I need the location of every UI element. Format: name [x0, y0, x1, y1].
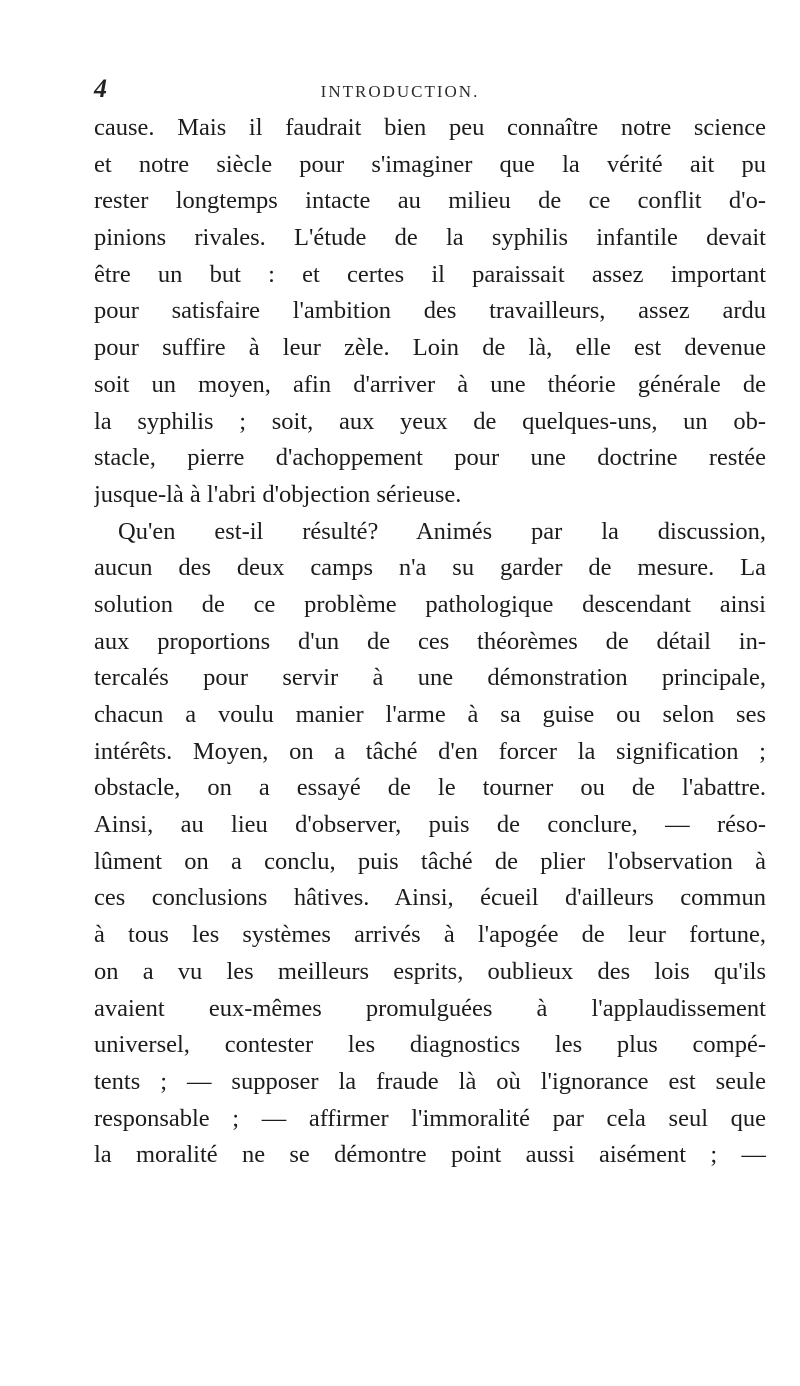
running-head: [0, 74, 800, 114]
text-line: tercalés pour servir à une démonstration principale,: [94, 664, 766, 692]
text-line: et notre siècle pour s'imaginer que la vérité ait pu: [94, 150, 766, 178]
text-line: ces conclusions hâtives. Ainsi, écueil d'ailleurs commun: [94, 884, 766, 912]
body-text: [94, 110, 766, 1174]
text-line: jusque-là à l'abri d'objection sérieuse.: [94, 480, 462, 508]
page-number: 4: [94, 74, 107, 103]
running-title: INTRODUCTION.: [320, 82, 480, 101]
text-line: responsable ; — affirmer l'immoralité par cela seul que: [94, 1104, 766, 1132]
text-line: rester longtemps intacte au milieu de ce conflit d'o-: [94, 187, 766, 215]
text-line: on a vu les meilleurs esprits, oublieux des lois qu'ils: [94, 957, 766, 985]
text-line: obstacle, on a essayé de le tourner ou de l'abattre.: [94, 774, 766, 802]
text-line: pour suffire à leur zèle. Loin de là, elle est devenue: [94, 334, 766, 362]
text-line: être un but : et certes il paraissait assez important: [94, 260, 766, 288]
text-line: Qu'en est-il résulté? Animés par la discussion,: [118, 517, 766, 545]
text-line: soit un moyen, afin d'arriver à une théorie générale de: [94, 370, 766, 398]
text-line: à tous les systèmes arrivés à l'apogée de leur fortune,: [94, 921, 766, 949]
text-line: cause. Mais il faudrait bien peu connaître notre science: [94, 114, 766, 141]
text-line: la moralité ne se démontre point aussi aisément ; —: [94, 1141, 766, 1169]
text-line: aux proportions d'un de ces théorèmes de détail in-: [94, 627, 766, 655]
text-line: avaient eux-mêmes promulguées à l'applaudissement: [94, 994, 766, 1022]
text-line: stacle, pierre d'achoppement pour une doctrine restée: [94, 444, 766, 472]
text-line: solution de ce problème pathologique descendant ainsi: [94, 590, 766, 618]
text-line: lûment on a conclu, puis tâché de plier l'observation à: [94, 847, 766, 875]
text-line: intérêts. Moyen, on a tâché d'en forcer la signification ;: [94, 737, 766, 765]
text-line: Ainsi, au lieu d'observer, puis de conclure, — réso-: [94, 811, 766, 839]
text-line: aucun des deux camps n'a su garder de mesure. La: [94, 554, 766, 582]
text-line: universel, contester les diagnostics les plus compé-: [94, 1031, 766, 1059]
text-line: pour satisfaire l'ambition des travailleurs, assez ardu: [94, 297, 766, 325]
text-line: chacun a voulu manier l'arme à sa guise ou selon ses: [94, 701, 766, 728]
text-line: la syphilis ; soit, aux yeux de quelques-uns, un ob-: [94, 407, 766, 435]
text-line: tents ; — supposer la fraude là où l'ignorance est seule: [94, 1067, 766, 1095]
text-line: pinions rivales. L'étude de la syphilis infantile devait: [94, 224, 766, 252]
